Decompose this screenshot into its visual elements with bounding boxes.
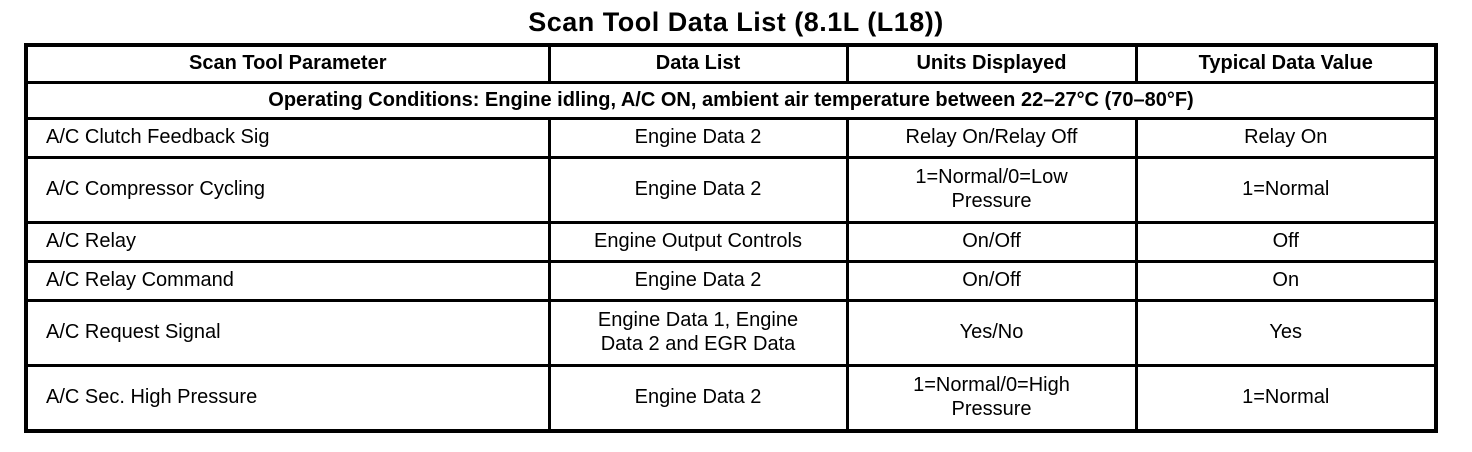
table-row-ac-relay-command	[26, 262, 1436, 301]
header-scan-tool-parameter: Scan Tool Parameter	[26, 45, 549, 83]
page-title: Scan Tool Data List (8.1L (L18))	[528, 7, 944, 37]
cell-parameter: A/C Relay Command	[26, 262, 549, 301]
cell-units-displayed: Yes/No	[847, 301, 1136, 366]
cell-data-list: Engine Data 2	[549, 366, 847, 432]
cell-typical-data-value: 1=Normal	[1136, 158, 1436, 223]
header-data-list: Data List	[549, 45, 847, 83]
scan-tool-data-table	[24, 43, 1438, 433]
table-row-ac-compressor-cycling	[26, 158, 1436, 223]
cell-typical-data-value: 1=Normal	[1136, 366, 1436, 432]
table-row-ac-sec-high-pressure	[26, 366, 1436, 432]
cell-parameter: A/C Request Signal	[26, 301, 549, 366]
table-header-row	[26, 45, 1436, 83]
cell-units-displayed: On/Off	[847, 262, 1136, 301]
cell-units-displayed: On/Off	[847, 223, 1136, 262]
cell-units-displayed: 1=Normal/0=Low Pressure	[847, 158, 1136, 223]
cell-data-list: Engine Data 2	[549, 262, 847, 301]
table-row-ac-request-signal	[26, 301, 1436, 366]
header-units-displayed: Units Displayed	[847, 45, 1136, 83]
table-row-ac-clutch-feedback-sig	[26, 119, 1436, 158]
cell-typical-data-value: Yes	[1136, 301, 1436, 366]
table-row-ac-relay	[26, 223, 1436, 262]
cell-units-displayed: 1=Normal/0=High Pressure	[847, 366, 1136, 432]
cell-data-list: Engine Output Controls	[549, 223, 847, 262]
cell-parameter: A/C Relay	[26, 223, 549, 262]
cell-parameter: A/C Clutch Feedback Sig	[26, 119, 549, 158]
cell-typical-data-value: On	[1136, 262, 1436, 301]
cell-data-list: Engine Data 2	[549, 119, 847, 158]
cell-typical-data-value: Relay On	[1136, 119, 1436, 158]
cell-typical-data-value: Off	[1136, 223, 1436, 262]
operating-conditions-text: Operating Conditions: Engine idling, A/C ON, ambient air temperature between 22–27°C (70–80°F)	[26, 83, 1436, 119]
cell-parameter: A/C Sec. High Pressure	[26, 366, 549, 432]
header-typical-data-value: Typical Data Value	[1136, 45, 1436, 83]
cell-data-list: Engine Data 2	[549, 158, 847, 223]
cell-parameter: A/C Compressor Cycling	[26, 158, 549, 223]
cell-units-displayed: Relay On/Relay Off	[847, 119, 1136, 158]
operating-conditions-row	[26, 83, 1436, 119]
cell-data-list: Engine Data 1, Engine Data 2 and EGR Data	[549, 301, 847, 366]
